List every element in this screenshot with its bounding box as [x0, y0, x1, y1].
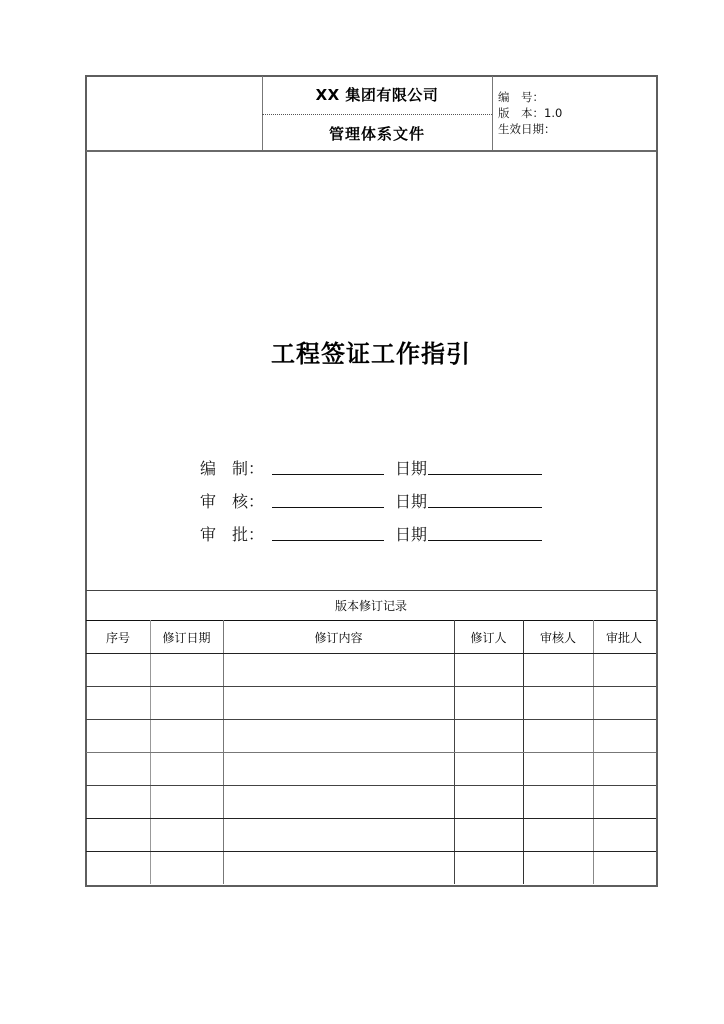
- signature-date-line[interactable]: [428, 474, 542, 475]
- signature-name-line[interactable]: [272, 507, 384, 508]
- table-row: [86, 653, 656, 654]
- header-divider-right: [492, 76, 493, 150]
- revision-section-top-border: [86, 590, 656, 591]
- table-row: [86, 752, 656, 753]
- signature-date-label: 日期: [395, 459, 428, 478]
- version-label: 版 本：: [498, 106, 544, 120]
- signature-name-line[interactable]: [272, 474, 384, 475]
- table-row: [86, 851, 656, 852]
- system-name: 管理体系文件: [328, 125, 425, 143]
- effective-date-label: 生效日期：: [498, 122, 556, 136]
- header-bottom-border: [86, 150, 656, 152]
- version-field: [498, 106, 562, 120]
- doc-number-label: 编 号：: [498, 90, 544, 104]
- effective-date-field: [498, 122, 556, 136]
- version-value: 1.0: [544, 106, 563, 120]
- revision-header-top-border: [86, 620, 656, 621]
- column-header-reviewer: 审核人: [539, 631, 576, 645]
- signature-role-label: 编 制：: [200, 459, 265, 478]
- table-row: [86, 785, 656, 786]
- column-header-index: 序号: [105, 631, 130, 645]
- signature-date-line[interactable]: [428, 540, 542, 541]
- document-frame: [85, 75, 658, 887]
- signature-role-label: 审 批：: [200, 525, 265, 544]
- column-header-date: 修订日期: [162, 631, 211, 645]
- table-row: [86, 818, 656, 819]
- column-header-reviser: 修订人: [470, 631, 507, 645]
- column-header-content: 修订内容: [314, 631, 363, 645]
- signature-date-label: 日期: [395, 525, 428, 544]
- document-title: 工程签证工作指引: [271, 340, 471, 368]
- revision-table-title: 版本修订记录: [334, 599, 407, 613]
- signature-date-line[interactable]: [428, 507, 542, 508]
- signature-name-line[interactable]: [272, 540, 384, 541]
- column-header-approver: 审批人: [605, 631, 642, 645]
- signature-role-label: 审 核：: [200, 492, 265, 511]
- company-name: XX 集团有限公司: [315, 86, 439, 104]
- header-dotted-separator: [262, 114, 492, 115]
- doc-number-field: [498, 90, 544, 104]
- signature-date-label: 日期: [395, 492, 428, 511]
- table-row: [86, 686, 656, 687]
- table-row: [86, 719, 656, 720]
